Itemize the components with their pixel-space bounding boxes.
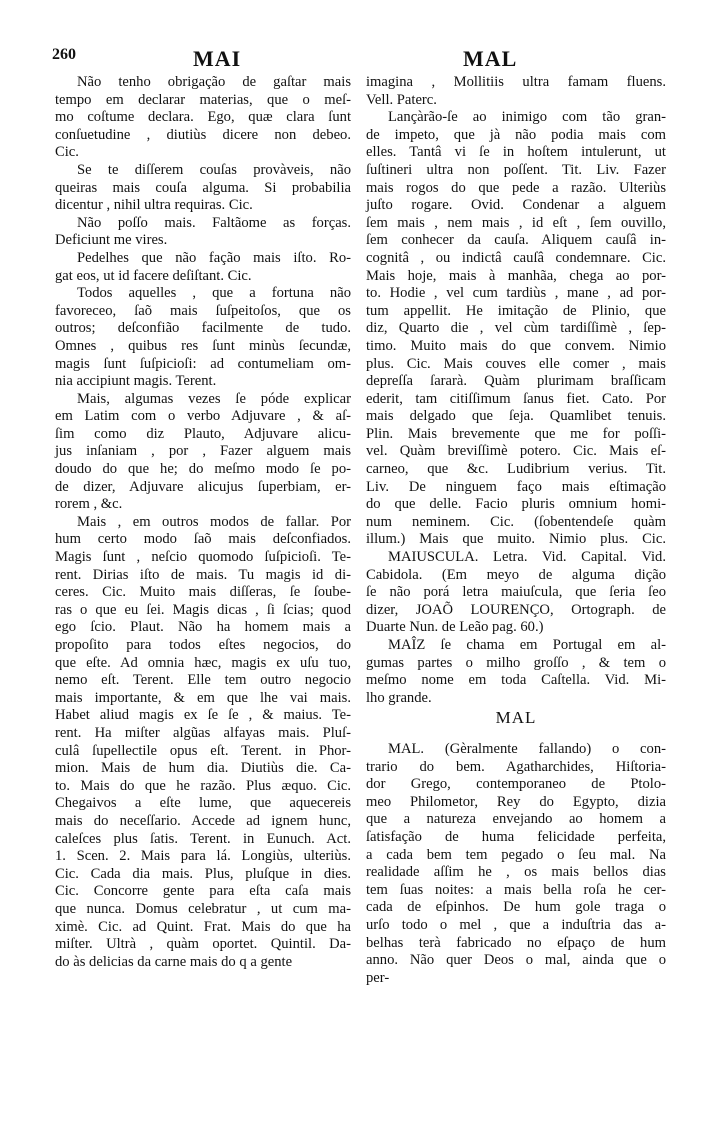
running-head-left: MAI	[193, 46, 242, 71]
text-line: de dizer, Adjuvare alicujus ſuperbiam, er-	[55, 478, 351, 495]
text-line: Plin. Mais brevemente que me for poſſi-	[366, 425, 666, 442]
text-line: Duarte Nun. de Leão pag. 60.)	[366, 619, 544, 636]
text-line: Mais hoje, mais à manhãa, chega ao por-	[366, 267, 666, 284]
text-line: Mais, algumas vezes ſe póde explicar	[77, 390, 351, 407]
text-line: magis ſunt ſuſpicioſi: ad contumeliam om-	[55, 355, 351, 372]
text-line: miſter. Ultrà , quàm oportet. Quintil. Da-	[55, 936, 351, 953]
text-line: mion. Mais de hum dia. Diutiùs die. Ca-	[55, 760, 351, 777]
text-line: to. Hodie , vel cum tardiùs , mane , ad por-	[366, 285, 666, 302]
text-line: MAÎZ ſe chama em Portugal em al-	[388, 637, 666, 653]
text-line: meo Philometor, Rey do Egypto, dizia	[366, 793, 666, 810]
text-line: urſo todo o mel , que a induſtria das a-	[366, 916, 666, 933]
section-heading-mal: MAL	[495, 708, 537, 728]
text-line: ederit, tam citiſſimum ſanus fiet. Cato. Por	[366, 390, 666, 407]
text-line: ximè. Cic. ad Quint. Frat. Mais do que ha	[55, 918, 351, 935]
text-line: vel. Quàm breviſſimè potero. Cic. Mais eſ-	[366, 443, 666, 460]
text-line: lho grande.	[366, 689, 432, 706]
catchword: per-	[366, 969, 390, 986]
text-line: caleſces plus ſatis. Terent. in Eunuch. Act.	[55, 830, 351, 847]
text-line: anno. Não quer Deos o mal, ainda que o	[366, 952, 666, 969]
text-line: jus inſaniam , por , Fazer alguem mais	[55, 443, 351, 460]
text-line: Vell. Paterc.	[366, 91, 437, 108]
text-line: favoreceo, ſaõ mais ſuſpeitoſos, que os	[55, 302, 351, 319]
text-line: Se te diſſerem couſas provàveis, não	[77, 161, 351, 178]
text-line: 1. Scen. 2. Mais para lá. Longiùs, ulteriùs.	[55, 848, 351, 865]
text-line: timo. Muito mais do que convem. Nimio	[366, 337, 666, 354]
text-line: rent. Dirias iſto de mais. Tu magis id di-	[55, 566, 351, 583]
text-line: Magis ſunt , neſcio quomodo ſuſpicioſi. Te-	[55, 549, 351, 566]
text-line: gat eos, ut id facere deſiſtant. Cic.	[55, 267, 252, 284]
left-column	[55, 74, 351, 971]
text-line: Pedelhes que não fação mais iſto. Ro-	[77, 249, 351, 266]
text-line: mais delgado que ſeja. Quamlibet tenuis.	[366, 408, 666, 425]
text-line: que a natureza envejando ao homem a	[366, 811, 666, 828]
text-line: plus. Cic. Mais couves elle comer , mais	[366, 355, 666, 372]
text-line: dor Grego, contemporaneo de Ptolo-	[366, 776, 666, 793]
text-line: Cic. Cada dia mais. Plus, pluſque in dies.	[55, 865, 351, 882]
text-line: Cabidola. (Em meyo de alguma dição	[366, 566, 666, 583]
text-line: conſuetudine , diutiùs dicere non debeo.	[55, 126, 351, 143]
text-line: Todos aquelles , que a fortuna não	[77, 285, 351, 302]
text-line: a cada bem tem pegado o ſeu mal. Na	[366, 846, 666, 863]
text-line: outros; deſconfião facilmente de tudo.	[55, 320, 351, 337]
text-line: mais rogos do que pede a razão. Ulteriùs	[366, 179, 666, 196]
text-line: meſmo nome em toda Caſtella. Vid. Mi-	[366, 672, 666, 689]
text-line: culâ ſupellectile opus eſt. Terent. in Phor-	[55, 742, 351, 759]
text-line: Lançàrão-ſe ao inimigo com tão gran-	[388, 109, 666, 126]
text-line: ſem mais , nem mais , id eſt , ſem ouvillo,	[366, 214, 666, 231]
text-line: Mais , em outros modos de fallar. Por	[77, 513, 351, 530]
text-line: mais do neceſſario. Accede ad ignem hunc,	[55, 812, 351, 829]
text-line: juſto rogare. Ovid. Condenar a alguem	[366, 197, 666, 214]
text-line: hum certo modo ſaõ mais deſconfiados.	[55, 531, 351, 548]
text-line: Não tenho obrigação de gaſtar mais	[77, 74, 351, 90]
text-line: doudo do que he; do meſmo modo ſe po-	[55, 461, 351, 478]
text-line: tempo em declarar materias, que o meſ-	[55, 91, 351, 108]
text-line: Cic.	[55, 144, 79, 161]
text-line: do às delicias da carne mais do q a gente	[55, 953, 293, 970]
text-line: dicentur , nihil ultra requiras. Cic.	[55, 197, 253, 214]
text-line: num neminem. Cic. (ſobentendeſe quàm	[366, 513, 666, 530]
text-line: dizer, JOAÕ LOURENÇO, Ortograph. de	[366, 601, 666, 618]
text-line: Chegaivos a eſte lume, que aquecereis	[55, 795, 351, 812]
text-line: diz, Quarto die , vel cùm tardiſſimè , ſep-	[366, 320, 666, 337]
running-head-right: MAL	[463, 46, 518, 71]
text-line: belhas terà fabricado no eſpaço de hum	[366, 934, 666, 951]
text-line: ſatisfação de huma felicidade perfeita,	[366, 828, 666, 845]
text-line: carneo, que &c. Ludibrium verius. Tit.	[366, 461, 666, 478]
text-line: ras o que eu ſei. Magis dicas , ſi ſcias; quod	[55, 601, 351, 618]
text-line: imagina , Mollitiis ultra famam fluens.	[366, 74, 666, 90]
text-line: propoſito para todos eſtes negocios, do	[55, 637, 351, 653]
text-line: ego ſcio. Plaut. Não ha homem mais a	[55, 619, 351, 636]
text-line: illum.) Mais que muito. Nimio plus. Cic.	[366, 531, 666, 548]
text-line: depreſſa ſararà. Quàm plurimam braſſicam	[366, 373, 666, 390]
text-line: Não poſſo mais. Faltãome as forças.	[77, 214, 351, 231]
text-line: ceres. Cic. Muito mais diſſeras, ſe ſoube-	[55, 584, 351, 601]
text-line: rent. Ha miſter algũas alfayas mais. Pluſ-	[55, 724, 351, 741]
text-line: Omnes , quibus res ſunt minùs ſecundæ,	[55, 337, 351, 354]
text-line: nia accipiunt magis. Terent.	[55, 373, 217, 390]
text-line: Cic. Concorre gente para eſta caſa mais	[55, 883, 351, 900]
text-line: realidade aſſim he , os mais bellos dias	[366, 864, 666, 881]
right-column	[366, 74, 666, 987]
text-line: rorem , &c.	[55, 496, 123, 513]
text-line: em Latim com o verbo Adjuvare , & aſ-	[55, 408, 351, 425]
text-line: que eſte. Ad omnia hæc, magis ex uſu tuo,	[55, 654, 351, 671]
text-line: Liv. De ninguem faço mais eſtimação	[366, 478, 666, 495]
text-line: trario do bem. Agatharchides, Hiſtoria-	[366, 758, 666, 775]
text-line: ſe não porá letra maiuſcula, que ſeria ſeo	[366, 584, 666, 601]
text-line: MAIUSCULA. Letra. Vid. Capital. Vid.	[388, 549, 666, 566]
text-line: tem ſuas noites: a mais bella roſa he cer-	[366, 881, 666, 898]
text-line: elles. Tantâ vi ſe in hoſtem intulerunt, ut	[366, 144, 666, 161]
text-line: tum appellit. He imitação de Plinio, que	[366, 302, 666, 319]
page-number: 260	[52, 46, 76, 63]
text-line: to. Mais do que he razão. Plus æquo. Cic.	[55, 777, 351, 794]
text-line: cada de eſpinhos. De hum gole traga o	[366, 899, 666, 916]
text-line: queiras mais couſa alguma. Si probabilia	[55, 179, 351, 196]
text-line: Habet aliud magis ex ſe ſe , & maius. Te-	[55, 707, 351, 724]
text-line: gumas partes o milho groſſo , & tem o	[366, 654, 666, 671]
text-line: ſim como diz Plauto, Adjuvare alicu-	[55, 425, 351, 442]
text-line: de impeto, que jà não podia mais com	[366, 126, 666, 143]
text-line: nemo eſt. Terent. Elle tem outro negocio	[55, 672, 351, 689]
text-line: ſuſtineri ultra non poſſent. Tit. Liv. Fazer	[366, 161, 666, 178]
text-line: cognitâ , ou indictâ cauſâ condemnare. Cic.	[366, 249, 666, 266]
text-line: MAL. (Gèralmente fallando) o con-	[388, 740, 666, 757]
text-line: que nunca. Domus celebratur , ut cum ma-	[55, 900, 351, 917]
text-line: Deficiunt me vires.	[55, 232, 168, 249]
text-line: mais importante, & em que lhe vai mais.	[55, 689, 351, 706]
text-line: mo coſtume declara. Ego, quæ clara ſunt	[55, 109, 351, 126]
text-line: do que delle. Facio pluris omnium homi-	[366, 496, 666, 513]
text-line: ſem conhecer da cauſa. Aliquem cauſâ in-	[366, 232, 666, 249]
